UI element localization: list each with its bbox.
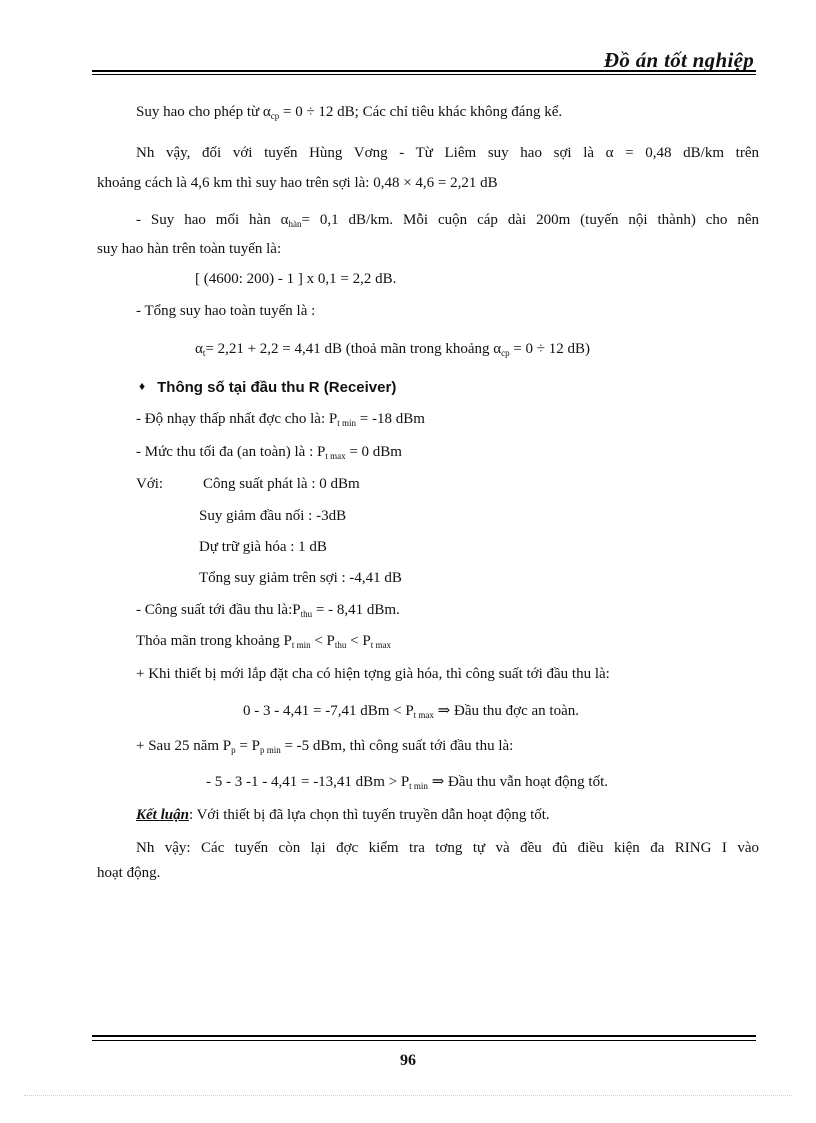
paragraph-line: suy hao hàn trên toàn tuyến là: [97,241,282,257]
header-rule [92,70,756,72]
paragraph-line: khoảng cách là 4,6 km thì suy hao trên sợi là: 0,48 × 4,6 = 2,21 dB [97,175,498,191]
diamond-bullet-icon: ♦ [139,379,146,393]
spec-line: Thỏa mãn trong khoảng $P_{t min} < P_{thu} < P_{t max}$ [136,633,391,650]
formula-line: 0 - 3 - 4,41 = -7,41 dBm < $P_{t max}$ ⇒ Đầu thu đợc an toàn. [243,703,579,720]
header-title: Đồ án tốt nghiệp [603,48,754,72]
header-rule-thin [92,74,756,75]
paragraph-line: + Khi thiết bị mới lắp đặt cha có hiện tợng già hóa, thì công suất tới đầu thu là: [136,666,610,682]
spec-line: - Độ nhạy thấp nhất đợc cho là: $P_{t min} = -18$ dBm [136,411,425,428]
paragraph-line: hoạt động. [97,865,161,881]
conclusion-label: Kết luận [136,807,189,823]
spec-line: Dự trữ già hóa : 1 dB [199,539,327,555]
section-heading: ♦ Thông số tại đầu thu R (Receiver) [139,379,397,396]
spec-line: Suy giảm đầu nối : -3dB [199,508,347,524]
conclusion-line: Kết luận: Với thiết bị đã lựa chọn thì tuyến truyền dẫn hoạt động tốt. [136,807,550,823]
page-edge-divider [24,1095,792,1096]
formula-line: - 5 - 3 -1 - 4,41 = -13,41 dBm > $P_{t min}$ ⇒ Đầu thu vẫn hoạt động tốt. [206,774,608,791]
spec-line: - Công suất tới đầu thu $là:P_{thu}$ = - 8,41 dBm. [136,602,400,619]
paragraph-line: - Tổng suy hao toàn tuyến là : [136,303,316,319]
paragraph-line: + Sau 25 năm $P_p = P_{p min} = -5$ dBm, thì công suất tới đầu thu là: [136,738,514,755]
paragraph-line: - Suy hao mối hàn $\alpha_{hàn}= 0,1$ dB/km. Mỗi cuộn cáp dài 200m (tuyến nội thành) cho nên [136,212,759,229]
spec-line: Tổng suy giảm trên sợi : -4,41 dB [199,570,402,586]
paragraph-line: Suy hao cho phép từ $\alpha_{cp} = 0 \div 12$ dB; Các chỉ tiêu khác không đáng kể. [136,104,563,121]
paragraph-line: Nh vậy, đối với tuyến Hùng Vơng - Từ Liêm suy hao sợi là α = 0,48 dB/km trên [136,145,759,161]
spec-line: - Mức thu tối đa (an toàn) là : $P_{t max} = 0$ dBm [136,444,402,461]
formula-line: $\alpha_t= 2,21 + 2,2 = 4,41$ dB (thoả mãn trong khoảng $\alpha_{cp} = 0 \div 12$ dB) [195,341,591,358]
spec-line: Công suất phát là : 0 dBm [203,476,360,492]
formula-line: [ (4600: 200) - 1 ] x 0,1 = 2,2 dB. [195,271,397,287]
spec-label: Với: [136,476,164,492]
page-number: 96 [400,1052,416,1069]
paragraph-line: Nh vậy: Các tuyến còn lại đợc kiểm tra tơng tự và đều đủ điều kiện đa RING I vào [136,840,759,856]
footer-rule [92,1035,756,1037]
footer-rule-thin [92,1040,756,1041]
